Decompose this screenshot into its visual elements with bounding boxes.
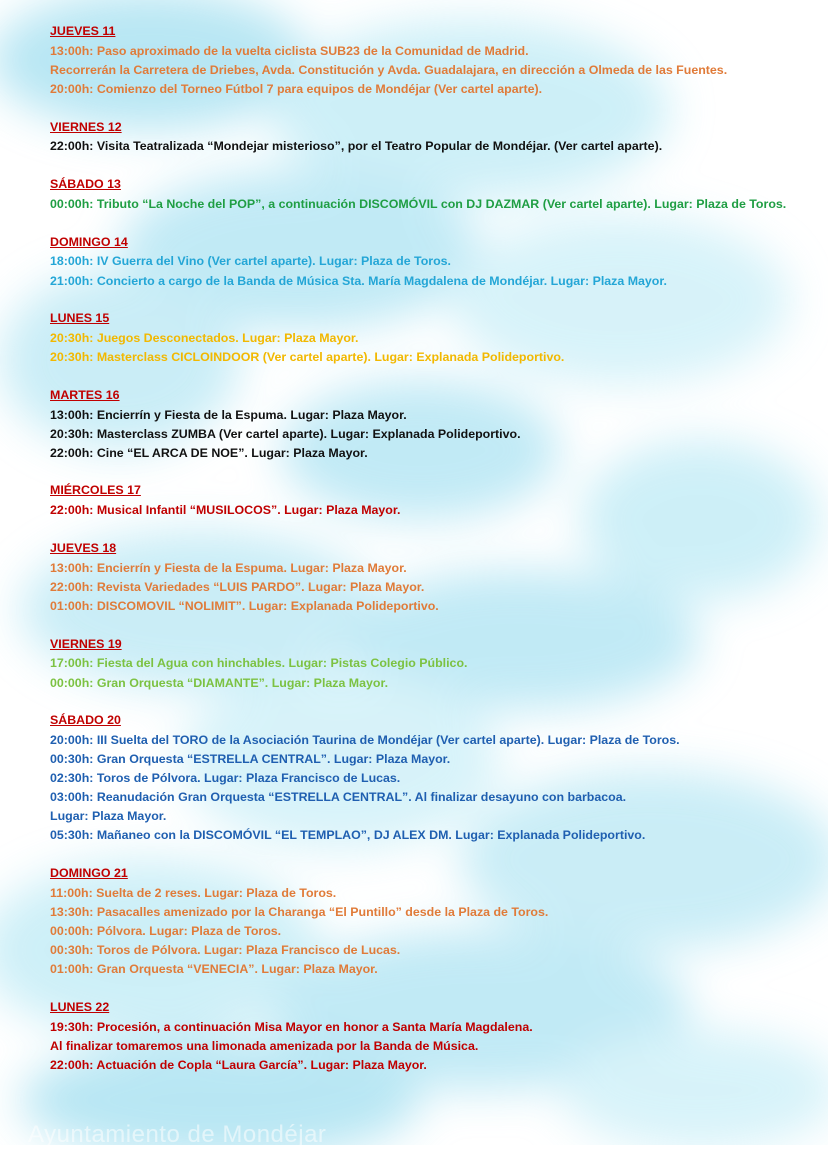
event-line: 17:00h: Fiesta del Agua con hinchables. Lugar: Pistas Colegio Público. — [50, 656, 468, 671]
day-block — [50, 539, 810, 616]
day-block — [50, 386, 810, 463]
event-line: 21:00h: Concierto a cargo de la Banda de Música Sta. María Magdalena de Mondéjar. Lugar: Plaza Mayor. — [50, 273, 667, 288]
day-block — [50, 864, 810, 979]
event-line: Al finalizar tomaremos una limonada amenizada por la Banda de Música. — [50, 1038, 479, 1053]
event-line: 22:00h: Visita Teatralizada “Mondejar misterioso”, por el Teatro Popular de Mondéjar. (Ver cartel aparte). — [50, 139, 663, 154]
day-block — [50, 175, 810, 214]
event-line: 13:30h: Pasacalles amenizado por la Charanga “El Puntillo” desde la Plaza de Toros. — [50, 905, 549, 920]
day-title: SÁBADO 20 — [50, 713, 121, 728]
day-title: LUNES 15 — [50, 311, 110, 326]
event-line: 00:30h: Toros de Pólvora. Lugar: Plaza Francisco de Lucas. — [50, 943, 401, 958]
day-title: VIERNES 12 — [50, 119, 122, 134]
event-line: 03:00h: Reanudación Gran Orquesta “ESTRELLA CENTRAL”. Al finalizar desayuno con barbacoa. — [50, 790, 627, 805]
day-block — [50, 481, 810, 520]
event-line: 22:00h: Musical Infantil “MUSILOCOS”. Lugar: Plaza Mayor. — [50, 503, 401, 518]
event-line: 13:00h: Encierrín y Fiesta de la Espuma. Lugar: Plaza Mayor. — [50, 560, 407, 575]
event-line: 22:00h: Revista Variedades “LUIS PARDO”. Lugar: Plaza Mayor. — [50, 579, 425, 594]
day-title: JUEVES 11 — [50, 24, 116, 38]
day-block — [50, 998, 810, 1075]
event-line: 20:30h: Masterclass ZUMBA (Ver cartel aparte). Lugar: Explanada Polideportivo. — [50, 426, 521, 441]
event-line: 13:00h: Paso aproximado de la vuelta ciclista SUB23 de la Comunidad de Madrid. — [50, 43, 529, 58]
event-line: 20:00h: III Suelta del TORO de la Asociación Taurina de Mondéjar (Ver cartel aparte). Lugar: Plaza de Toros. — [50, 733, 680, 747]
event-line: 22:00h: Cine “EL ARCA DE NOE”. Lugar: Plaza Mayor. — [50, 445, 368, 460]
event-line: 13:00h: Encierrín y Fiesta de la Espuma. Lugar: Plaza Mayor. — [50, 407, 407, 422]
day-title: SÁBADO 13 — [50, 177, 121, 192]
day-title: MIÉRCOLES 17 — [50, 483, 141, 498]
event-line: 20:00h: Comienzo del Torneo Fútbol 7 para equipos de Mondéjar (Ver cartel aparte). — [50, 81, 543, 96]
event-line: 02:30h: Toros de Pólvora. Lugar: Plaza Francisco de Lucas. — [50, 771, 401, 786]
event-line: Recorrerán la Carretera de Driebes, Avda. Constitución y Avda. Guadalajara, en dirección a Olmeda de las Fuentes. — [50, 62, 728, 77]
event-line: 22:00h: Actuación de Copla “Laura García”. Lugar: Plaza Mayor. — [50, 1058, 427, 1072]
event-line: 19:30h: Procesión, a continuación Misa Mayor en honor a Santa María Magdalena. — [50, 1019, 533, 1034]
festival-program — [50, 22, 810, 1094]
event-line: 18:00h: IV Guerra del Vino (Ver cartel aparte). Lugar: Plaza de Toros. — [50, 254, 451, 269]
day-title: LUNES 22 — [50, 1000, 110, 1015]
day-block — [50, 233, 810, 291]
day-title: JUEVES 18 — [50, 540, 117, 555]
event-line: 00:00h: Gran Orquesta “DIAMANTE”. Lugar: Plaza Mayor. — [50, 675, 389, 690]
event-line: Lugar: Plaza Mayor. — [50, 809, 167, 824]
event-line: 05:30h: Mañaneo con la DISCOMÓVIL “EL TEMPLAO”, DJ ALEX DM. Lugar: Explanada Polideportivo. — [50, 828, 646, 843]
event-line: 20:30h: Masterclass CICLOINDOOR (Ver cartel aparte). Lugar: Explanada Polideportivo. — [50, 350, 565, 365]
event-line: 20:30h: Juegos Desconectados. Lugar: Plaza Mayor. — [50, 331, 359, 346]
day-title: MARTES 16 — [50, 387, 120, 402]
event-line: 11:00h: Suelta de 2 reses. Lugar: Plaza de Toros. — [50, 885, 337, 900]
day-title: DOMINGO 14 — [50, 234, 128, 249]
event-line: 00:00h: Pólvora. Lugar: Plaza de Toros. — [50, 924, 282, 939]
day-block — [50, 22, 810, 99]
watermark-text: Ayuntamiento de Mondéjar — [28, 1121, 327, 1148]
day-block — [50, 635, 810, 693]
day-block — [50, 118, 810, 157]
day-block — [50, 711, 810, 845]
event-line: 01:00h: DISCOMOVIL “NOLIMIT”. Lugar: Explanada Polideportivo. — [50, 598, 439, 613]
day-title: DOMINGO 21 — [50, 866, 128, 881]
day-title: VIERNES 19 — [50, 636, 122, 651]
event-line: 00:00h: Tributo “La Noche del POP”, a continuación DISCOMÓVIL con DJ DAZMAR (Ver cartel aparte). Lugar: Plaza de Toros. — [50, 196, 787, 211]
day-block — [50, 309, 810, 367]
event-line: 01:00h: Gran Orquesta “VENECIA”. Lugar: Plaza Mayor. — [50, 962, 378, 977]
event-line: 00:30h: Gran Orquesta “ESTRELLA CENTRAL”. Lugar: Plaza Mayor. — [50, 752, 451, 767]
